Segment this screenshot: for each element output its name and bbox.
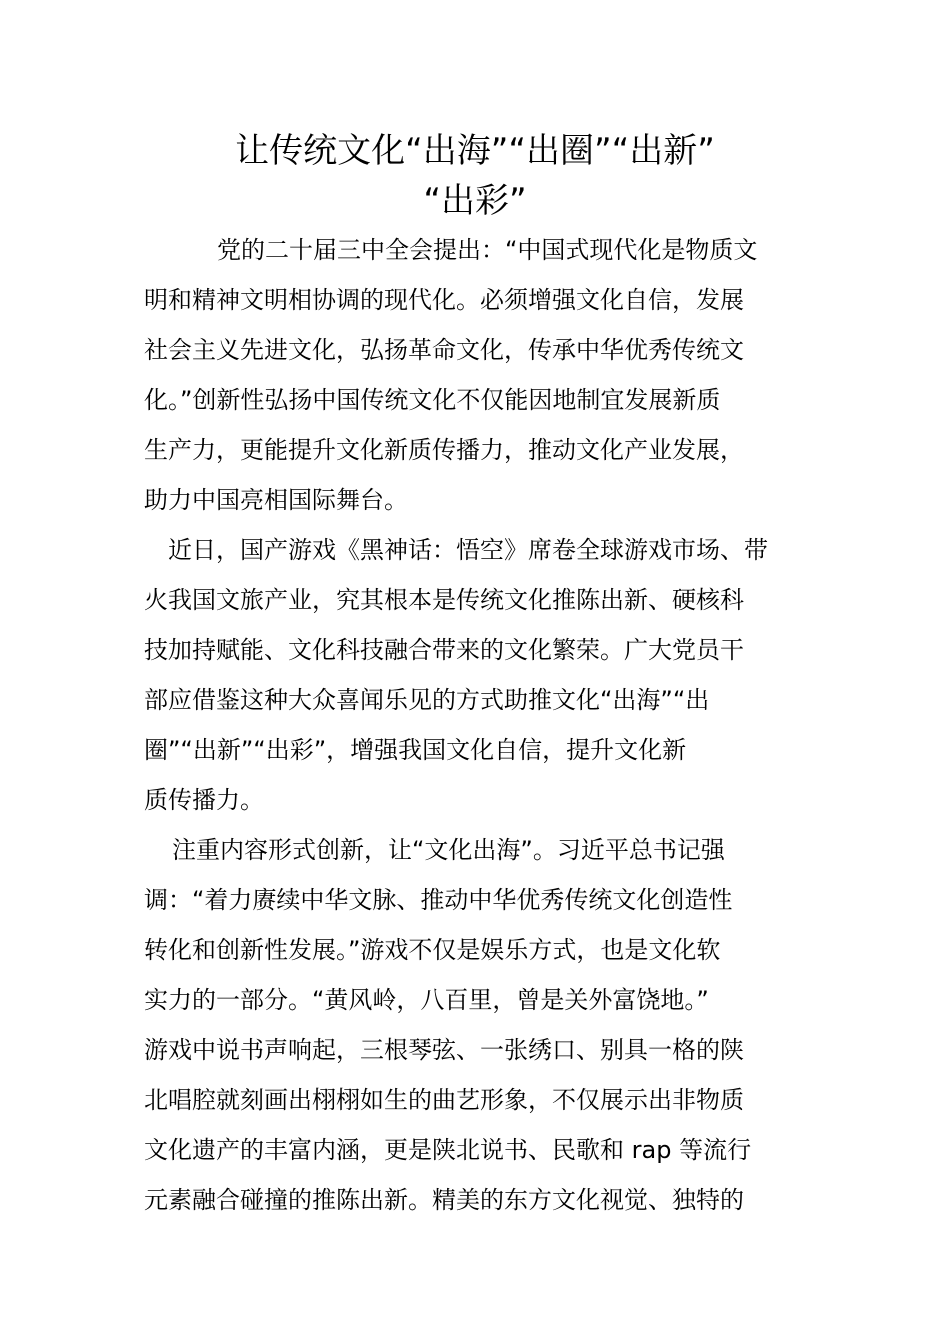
paragraph-3-line-8: 元素融合碰撞的推陈出新。精美的东方文化视觉、独特的 — [144, 1186, 744, 1214]
paragraph-3-line-1: 注重内容形式创新，让“文化出海”。习近平总书记强 — [172, 836, 725, 864]
paragraph-3-line-2: 调：“着力赓续中华文脉、推动中华优秀传统文化创造性 — [144, 886, 733, 914]
paragraph-3-line-5: 游戏中说书声响起，三根琴弦、一张绣口、别具一格的陕 — [144, 1036, 744, 1064]
paragraph-2-line-5: 圈”“出新”“出彩”，增强我国文化自信，提升文化新 — [144, 736, 687, 764]
paragraph-1-line-4: 化。”创新性弘扬中国传统文化不仅能因地制宜发展新质 — [144, 386, 721, 414]
document-title-line-2: “出彩” — [423, 181, 527, 221]
paragraph-1-line-2: 明和精神文明相协调的现代化。必须增强文化自信，发展 — [144, 286, 744, 314]
paragraph-3-line-3: 转化和创新性发展。”游戏不仅是娱乐方式，也是文化软 — [144, 936, 721, 964]
paragraph-2-line-1: 近日，国产游戏《黑神话：悟空》席卷全球游戏市场、带 — [168, 536, 768, 564]
paragraph-1-line-5: 生产力，更能提升文化新质传播力，推动文化产业发展， — [144, 436, 744, 464]
paragraph-1-line-1: 党的二十届三中全会提出：“中国式现代化是物质文 — [217, 236, 758, 264]
paragraph-2-line-6: 质传播力。 — [144, 786, 264, 814]
paragraph-3-line-6: 北唱腔就刻画出栩栩如生的曲艺形象，不仅展示出非物质 — [144, 1086, 744, 1114]
paragraph-2-line-2: 火我国文旅产业，究其根本是传统文化推陈出新、硬核科 — [144, 586, 744, 614]
paragraph-3-line-7: 文化遗产的丰富内涵，更是陕北说书、民歌和 rap 等流行 — [144, 1136, 752, 1164]
paragraph-1-line-3: 社会主义先进文化，弘扬革命文化，传承中华优秀传统文 — [144, 336, 744, 364]
paragraph-3-line-4: 实力的一部分。“黄风岭，八百里，曾是关外富饶地。” — [144, 986, 709, 1014]
paragraph-2-line-4: 部应借鉴这种大众喜闻乐见的方式助推文化“出海”“出 — [144, 686, 710, 714]
paragraph-2-line-3: 技加持赋能、文化科技融合带来的文化繁荣。广大党员干 — [144, 636, 744, 664]
document-title-line-1: 让传统文化“出海”“出圈”“出新” — [235, 131, 715, 171]
paragraph-1-line-6: 助力中国亮相国际舞台。 — [144, 486, 408, 514]
